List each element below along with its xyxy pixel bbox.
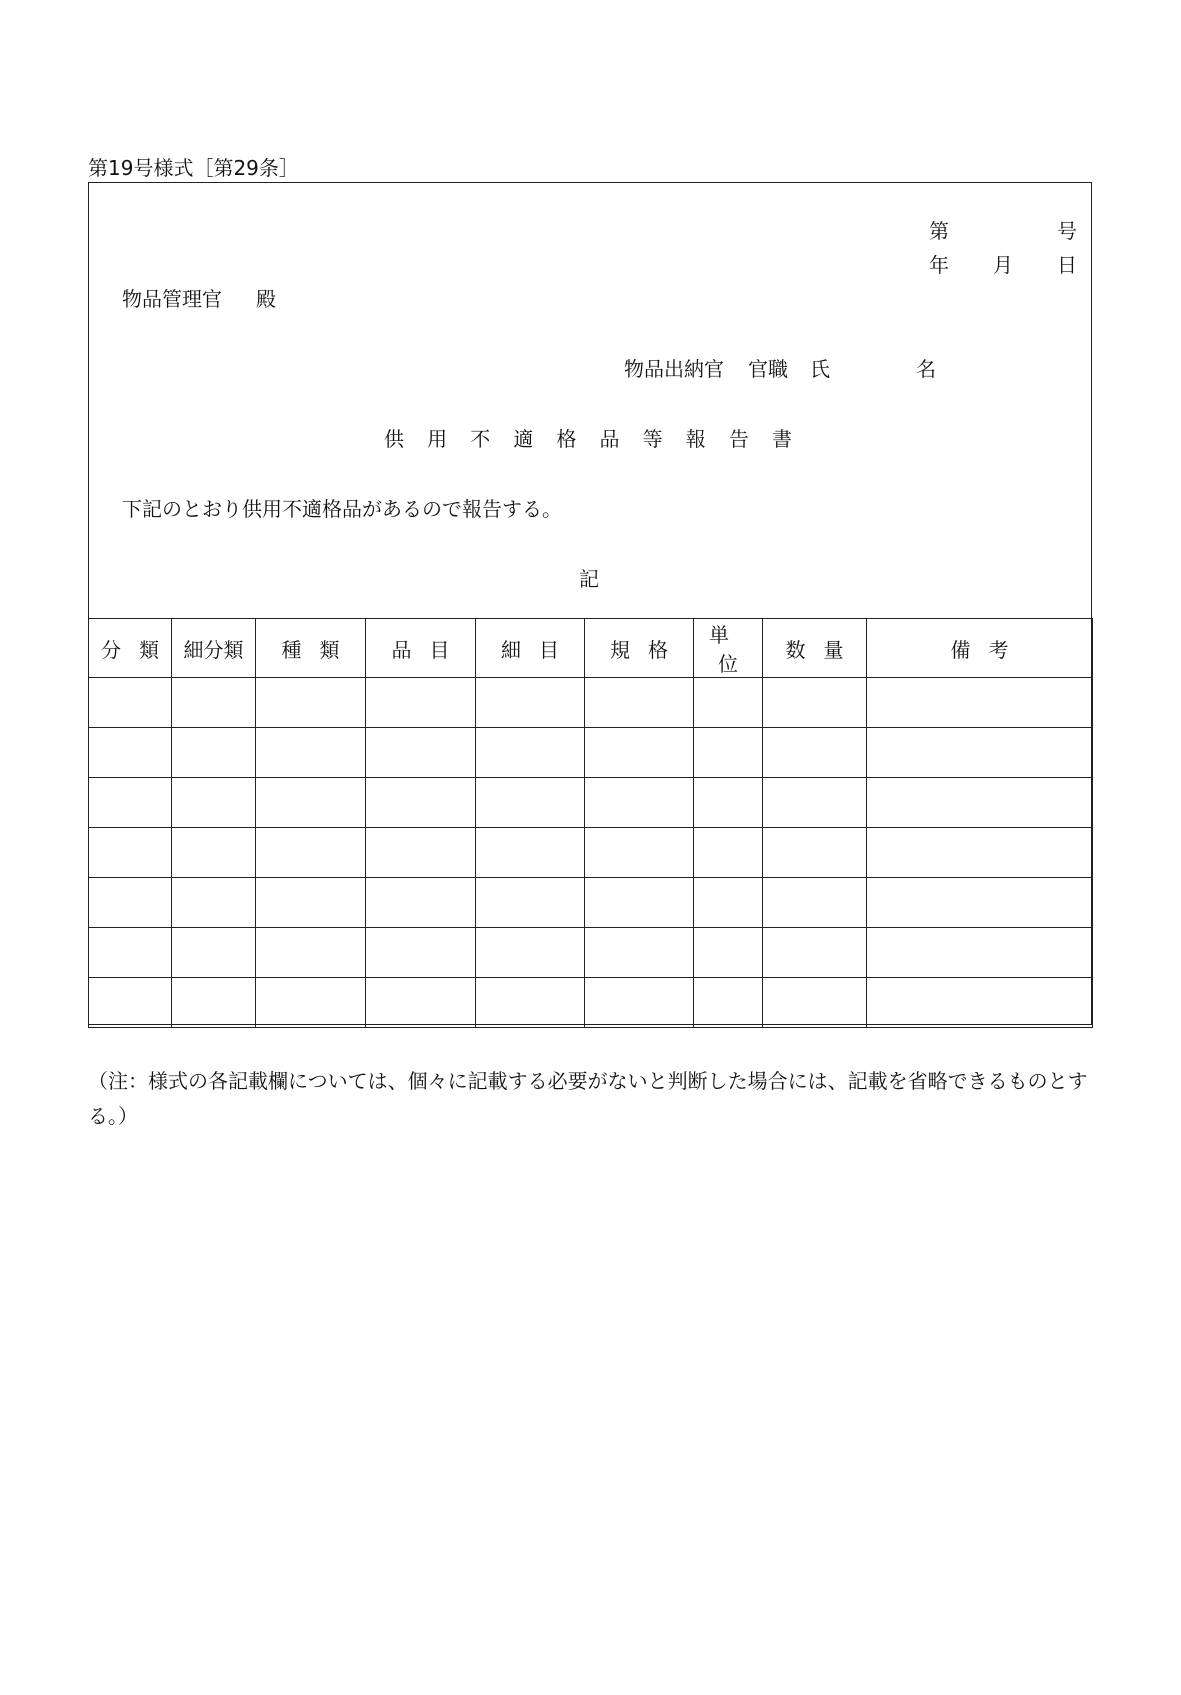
report-title-char: 格 [556, 427, 577, 451]
table-cell [867, 778, 1093, 828]
doc-no-prefix: 第 [929, 219, 949, 243]
table-row [89, 678, 1093, 728]
footnote: （注：様式の各記載欄については、個々に記載する必要がないと判断した場合には、記載を省略できるものとする。） [88, 1069, 1088, 1128]
table-cell [867, 878, 1093, 928]
report-title-char: 告 [728, 427, 749, 451]
table-cell [867, 728, 1093, 778]
report-title-char: 品 [599, 427, 620, 451]
column-header-label: 分類 [101, 637, 177, 662]
column-header [172, 619, 256, 678]
table-cell [256, 978, 366, 1028]
table-cell [763, 828, 867, 878]
report-title-char: 適 [513, 427, 534, 451]
table-cell [585, 928, 694, 978]
table-cell [476, 828, 585, 878]
table-cell [256, 878, 366, 928]
table-cell [256, 678, 366, 728]
date-day-label: 日 [1057, 253, 1077, 277]
column-header-label: 細分類 [183, 637, 244, 662]
table-cell [366, 928, 476, 978]
column-header-label: 規格 [610, 637, 686, 662]
table-cell [89, 678, 172, 728]
table-cell [694, 878, 763, 928]
table-cell [476, 928, 585, 978]
table-cell [172, 678, 256, 728]
table-cell [366, 728, 476, 778]
table-row [89, 778, 1093, 828]
table-cell [867, 928, 1093, 978]
table-cell [694, 728, 763, 778]
table-cell [172, 728, 256, 778]
column-header [366, 619, 476, 678]
table-row [89, 978, 1093, 1028]
column-header-label: 備考 [950, 637, 1027, 662]
table-cell [585, 728, 694, 778]
report-title-char: 書 [771, 427, 792, 451]
table-cell [89, 978, 172, 1028]
column-header-label: 数量 [785, 637, 862, 662]
table-row [89, 728, 1093, 778]
table-cell [476, 878, 585, 928]
table-cell [694, 828, 763, 878]
table-cell [694, 678, 763, 728]
table-cell [476, 678, 585, 728]
column-header [476, 619, 585, 678]
table-cell [763, 678, 867, 728]
table-cell [89, 878, 172, 928]
table-cell [763, 728, 867, 778]
table-cell [89, 928, 172, 978]
date-month-label: 月 [993, 253, 1013, 277]
table-cell [694, 978, 763, 1028]
document-date-line [929, 249, 1077, 278]
addressee-line [122, 283, 276, 312]
table-cell [366, 778, 476, 828]
items-table-header [89, 619, 1093, 678]
report-title-char: 供 [384, 427, 404, 451]
date-year-label: 年 [929, 253, 949, 277]
table-cell [694, 928, 763, 978]
table-cell [867, 678, 1093, 728]
sender-position: 官職 [748, 357, 788, 381]
items-table-body [89, 678, 1093, 1028]
report-title-char: 不 [470, 427, 491, 451]
table-cell [867, 828, 1093, 878]
document-number-line [929, 215, 1077, 244]
doc-no-suffix: 号 [1057, 219, 1077, 243]
table-cell [476, 778, 585, 828]
table-cell [763, 928, 867, 978]
column-header [763, 619, 867, 678]
column-header [89, 619, 177, 678]
table-cell [763, 778, 867, 828]
table-cell [585, 978, 694, 1028]
table-row [89, 828, 1093, 878]
table-cell [256, 928, 366, 978]
table-cell [172, 978, 256, 1028]
table-cell [476, 728, 585, 778]
column-header [694, 619, 763, 678]
table-cell [585, 828, 694, 878]
sender-name-second: 名 [916, 357, 936, 381]
table-row [89, 928, 1093, 978]
addressee-title: 物品管理官 [122, 287, 222, 311]
addressee-honorific: 殿 [256, 287, 276, 311]
sender-line [624, 353, 936, 382]
table-cell [585, 778, 694, 828]
table-cell [172, 828, 256, 878]
table-cell [256, 778, 366, 828]
table-cell [867, 978, 1093, 1028]
column-header-label: 細目 [501, 637, 577, 662]
table-cell [366, 828, 476, 878]
report-title-char: 報 [685, 427, 706, 451]
table-cell [366, 978, 476, 1028]
table-cell [172, 778, 256, 828]
table-cell [585, 678, 694, 728]
report-title-char: 等 [642, 427, 663, 451]
items-table [88, 618, 1093, 1028]
table-cell [89, 828, 172, 878]
column-header [867, 619, 1093, 678]
column-header-label: 種類 [281, 637, 358, 662]
table-cell [256, 828, 366, 878]
table-cell [763, 978, 867, 1028]
table-cell [172, 878, 256, 928]
sender-name-first: 氏 [810, 357, 830, 381]
table-cell [694, 778, 763, 828]
column-header [256, 619, 366, 678]
column-header [585, 619, 694, 678]
table-cell [172, 928, 256, 978]
table-row [89, 878, 1093, 928]
table-cell [585, 878, 694, 928]
table-cell [476, 978, 585, 1028]
form-number: 第19号様式［第29条］ [88, 156, 299, 180]
table-cell [366, 878, 476, 928]
report-title [384, 423, 792, 452]
report-title-char: 用 [427, 427, 448, 451]
report-form-frame [88, 182, 1092, 1025]
ki-heading: 記 [579, 567, 599, 591]
sender-role: 物品出納官 [624, 357, 724, 381]
table-cell [366, 678, 476, 728]
report-body-text: 下記のとおり供用不適格品があるので報告する。 [122, 497, 562, 521]
column-header-label: 単位 [709, 623, 756, 676]
table-cell [89, 728, 172, 778]
table-cell [256, 728, 366, 778]
column-header-label: 品目 [391, 637, 468, 662]
table-cell [89, 778, 172, 828]
table-cell [763, 878, 867, 928]
